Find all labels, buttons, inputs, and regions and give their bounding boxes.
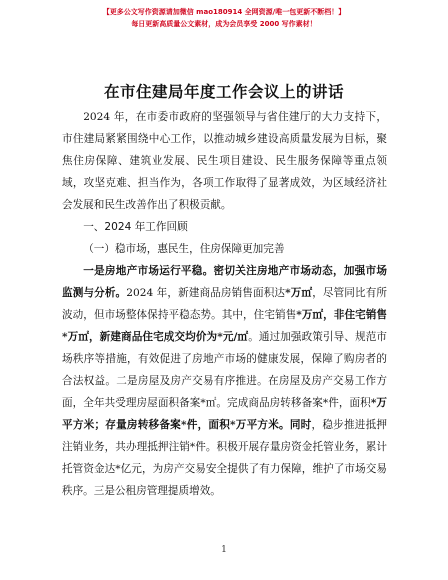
figure-run: *万㎡，非住宅销售*万㎡，新建商品住宅成交均价为*元/㎡	[62, 309, 387, 343]
document-body	[62, 106, 387, 502]
text-run: ，尽管同比有所波动，但市场整体保持平稳态势。其中，住宅销售	[62, 287, 388, 321]
intro-paragraph: 2024 年，在市委市政府的坚强领导与省住建厅的大力支持下，市住建局紧紧围绕中心工作，以推动城乡建设高质量发展为目标，聚焦住房保障、建筑业发展、民生项目建设、民生服务保障等重点领域，攻坚克难、担当作为，各项工作取得了显著成效，为区域经济社会发展和民生改善作出了积极贡献。	[62, 111, 387, 211]
promo-line-1: 【更多公文写作资源请加微信 mao180914 全网资源/唯一包更新不断档！】	[102, 8, 346, 16]
document-title: 在市住建局年度工作会议上的讲话	[103, 83, 344, 101]
page-number: 1	[221, 545, 227, 555]
section-heading: 一、2024 年工作回顾	[83, 221, 188, 233]
promo-banner	[0, 6, 448, 30]
body-paragraph	[62, 260, 387, 502]
promo-line-2: 每日更新高质量公文素材，成为会员享受 2000 写作素材！	[131, 20, 317, 28]
point-one-heading: 一是房地产市场运行平稳。密切关注房地产市场动态，加强市场监测与分析。	[62, 265, 387, 299]
text-run: 2024 年，新建商品房销售面积达	[126, 287, 286, 299]
figure-run: *万㎡	[285, 287, 313, 299]
figure-run: *万平方米；存量房转移备案*件，面积*万平方米。同时	[62, 397, 387, 431]
subsection-heading: （一）稳市场，惠民生，住房保障更加完善	[83, 243, 285, 255]
text-run: ，稳步推进抵押注销业务，共办理抵押注销*件。积极开展存量房资金托管业务，累计托管资金达*亿元，为房产交易安全提供了有力保障，维护了市场交易秩序。三是公租房管理提质增效。	[62, 419, 388, 497]
text-run: 。通过加强政策引导、规范市场秩序等措施，有效促进了房地产市场的健康发展，保障了购房者的合法权益。二是房屋及房产交易有序推进。在房屋及房产交易工作方面，全年共受理房屋面积备案*㎡。完成商品房转移备案*件，面积	[62, 331, 388, 409]
